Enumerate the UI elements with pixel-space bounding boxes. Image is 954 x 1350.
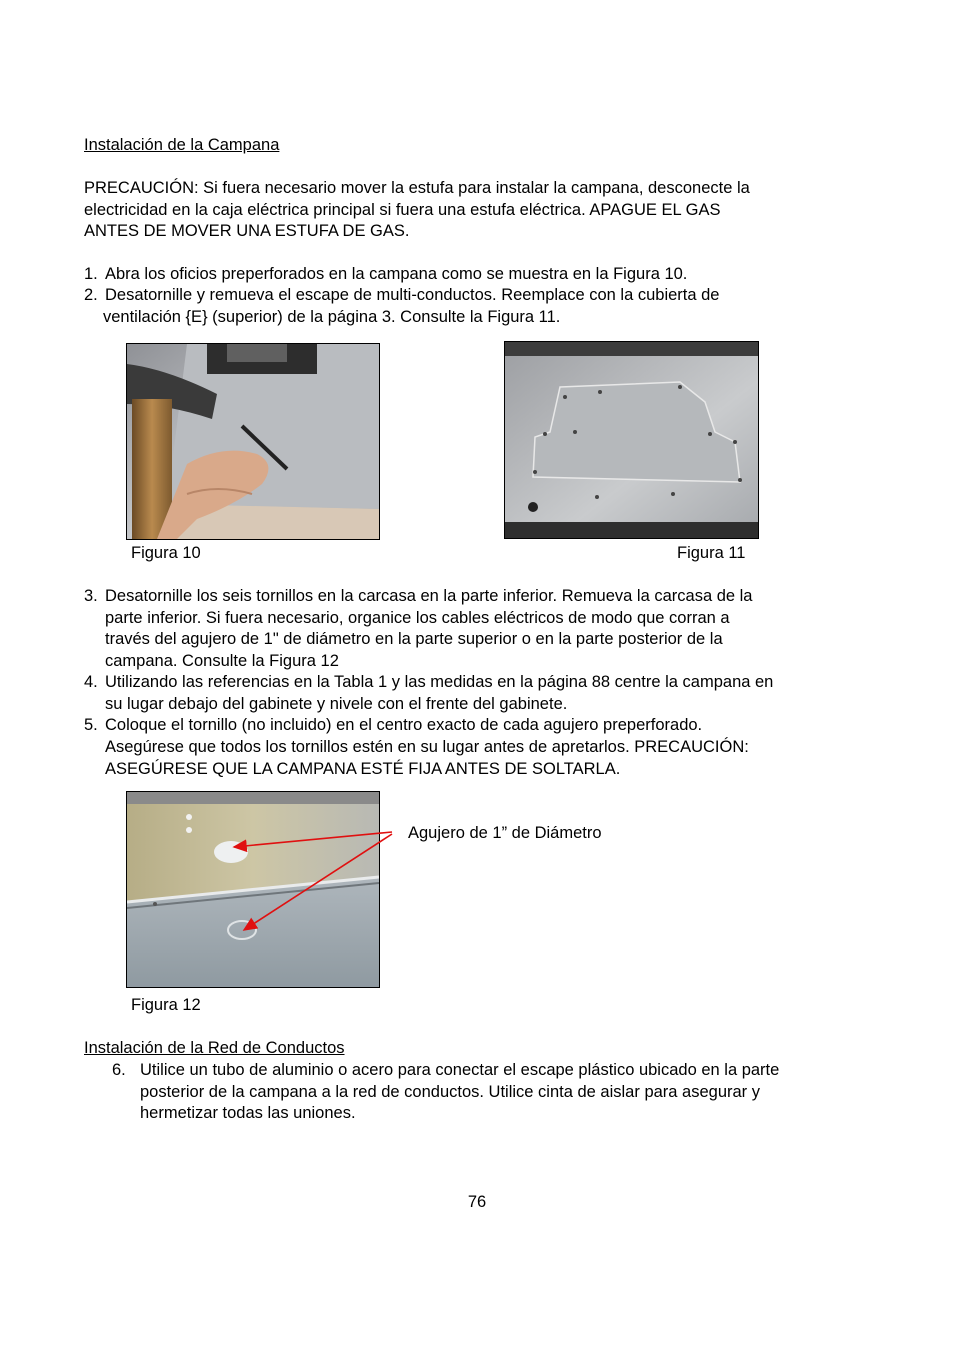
step-text: campana. Consulte la Figura 12 bbox=[105, 652, 339, 670]
figure-11-caption: Figura 11 bbox=[677, 544, 746, 562]
section-heading-hood-installation: Instalación de la Campana bbox=[84, 136, 280, 154]
caution-line: ANTES DE MOVER UNA ESTUFA DE GAS. bbox=[84, 222, 410, 240]
step-text: hermetizar todas las uniones. bbox=[140, 1104, 356, 1122]
step-text: Utilice un tubo de aluminio o acero para conectar el escape plástico ubicado en la parte bbox=[140, 1061, 780, 1079]
step-number: 6. bbox=[112, 1061, 126, 1079]
caution-line: electricidad en la caja eléctrica principal si fuera una estufa eléctrica. APAGUE EL GAS bbox=[84, 200, 721, 219]
figure-12-caption: Figura 12 bbox=[131, 996, 201, 1014]
figure-10-caption: Figura 10 bbox=[131, 544, 201, 562]
arrow-to-top-hole bbox=[234, 832, 392, 847]
step-text: Asegúrese que todos los tornillos estén en su lugar antes de apretarlos. PRECAUCIÓN: bbox=[105, 738, 749, 756]
step-number: 3. bbox=[84, 587, 98, 605]
step-text: posterior de la campana a la red de conductos. Utilice cinta de aislar para asegurar y bbox=[140, 1083, 761, 1101]
step-text: Utilizando las referencias en la Tabla 1 y las medidas en la página 88 centre la campana en bbox=[105, 673, 774, 691]
step-number: 1. bbox=[84, 265, 98, 283]
step-number: 4. bbox=[84, 673, 98, 691]
page-number: 76 bbox=[467, 1193, 487, 1211]
step-text: Abra los oficios preperforados en la campana como se muestra en la Figura 10. bbox=[105, 265, 688, 283]
section-heading-duct-installation: Instalación de la Red de Conductos bbox=[84, 1039, 345, 1057]
step-text: Desatornille los seis tornillos en la carcasa en la parte inferior. Remueva la carcasa de la bbox=[105, 587, 753, 605]
list-item-step-6 bbox=[112, 1060, 882, 1126]
step-text: ASEGÚRESE QUE LA CAMPANA ESTÉ FIJA ANTES DE SOLTARLA. bbox=[105, 760, 621, 778]
step-text: parte inferior. Si fuera necesario, organice los cables eléctricos de modo que corran a bbox=[105, 609, 730, 627]
step-text: ventilación {E} (superior) de la página 3. Consulte la Figura 11. bbox=[103, 308, 561, 326]
figure-12-callout-label: Agujero de 1” de Diámetro bbox=[408, 824, 602, 842]
step-text: Desatornille y remueva el escape de multi-conductos. Reemplace con la cubierta de bbox=[105, 286, 720, 304]
step-text: través del agujero de 1" de diámetro en la parte superior o en la parte posterior de la bbox=[105, 630, 723, 648]
caution-line: PRECAUCIÓN: Si fuera necesario mover la estufa para instalar la campana, desconecte la bbox=[84, 179, 750, 197]
step-number: 5. bbox=[84, 716, 98, 734]
step-number: 2. bbox=[84, 286, 98, 304]
step-text: su lugar debajo del gabinete y nivele con el frente del gabinete. bbox=[105, 695, 568, 713]
arrow-to-bottom-hole bbox=[244, 834, 392, 930]
step-text: Coloque el tornillo (no incluido) en el centro exacto de cada agujero preperforado. bbox=[105, 716, 703, 734]
